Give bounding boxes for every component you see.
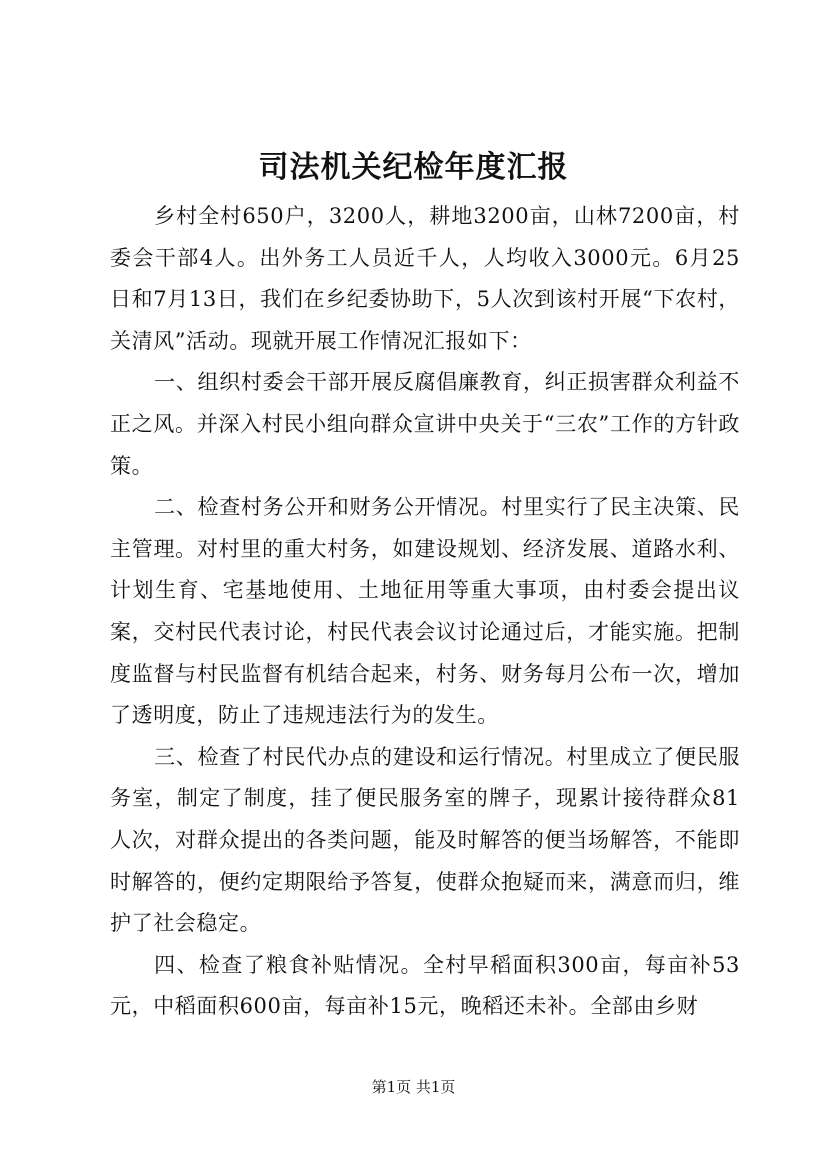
document-body	[110, 196, 740, 1028]
page-number-footer: 第1页 共1页	[371, 1078, 456, 1096]
paragraph-section-3: 三、检查了村民代办点的建设和运行情况。村里成立了便民服务室，制定了制度，挂了便民服务室的牌子，现累计接待群众81人次，对群众提出的各类问题，能及时解答的便当场解答，不能即时解答的，便约定期限给予答复，使群众抱疑而来，满意而归，维护了社会稳定。	[110, 744, 740, 936]
document-title: 司法机关纪检年度汇报	[258, 150, 569, 185]
paragraph-intro: 乡村全村650户，3200人，耕地3200亩，山林7200亩，村委会干部4人。出外务工人员近千人，人均收入3000元。6月25日和7月13日，我们在乡纪委协助下，5人次到该村开展“下农村，关清风”活动。现就开展工作情况汇报如下：	[110, 204, 740, 353]
paragraph-section-2: 二、检查村务公开和财务公开情况。村里实行了民主决策、民主管理。对村里的重大村务，如建设规划、经济发展、道路水利、计划生育、宅基地使用、土地征用等重大事项，由村委会提出议案，交村民代表讨论，村民代表会议讨论通过后，才能实施。把制度监督与村民监督有机结合起来，村务、财务每月公布一次，增加了透明度，防止了违规违法行为的发生。	[110, 495, 740, 728]
paragraph-section-4: 四、检查了粮食补贴情况。全村早稻面积300亩，每亩补53元，中稻面积600亩，每亩补15元，晚稻还未补。全部由乡财	[110, 952, 740, 1019]
paragraph-section-1: 一、组织村委会干部开展反腐倡廉教育，纠正损害群众利益不正之风。并深入村民小组向群众宣讲中央关于“三农”工作的方针政策。	[110, 370, 740, 478]
